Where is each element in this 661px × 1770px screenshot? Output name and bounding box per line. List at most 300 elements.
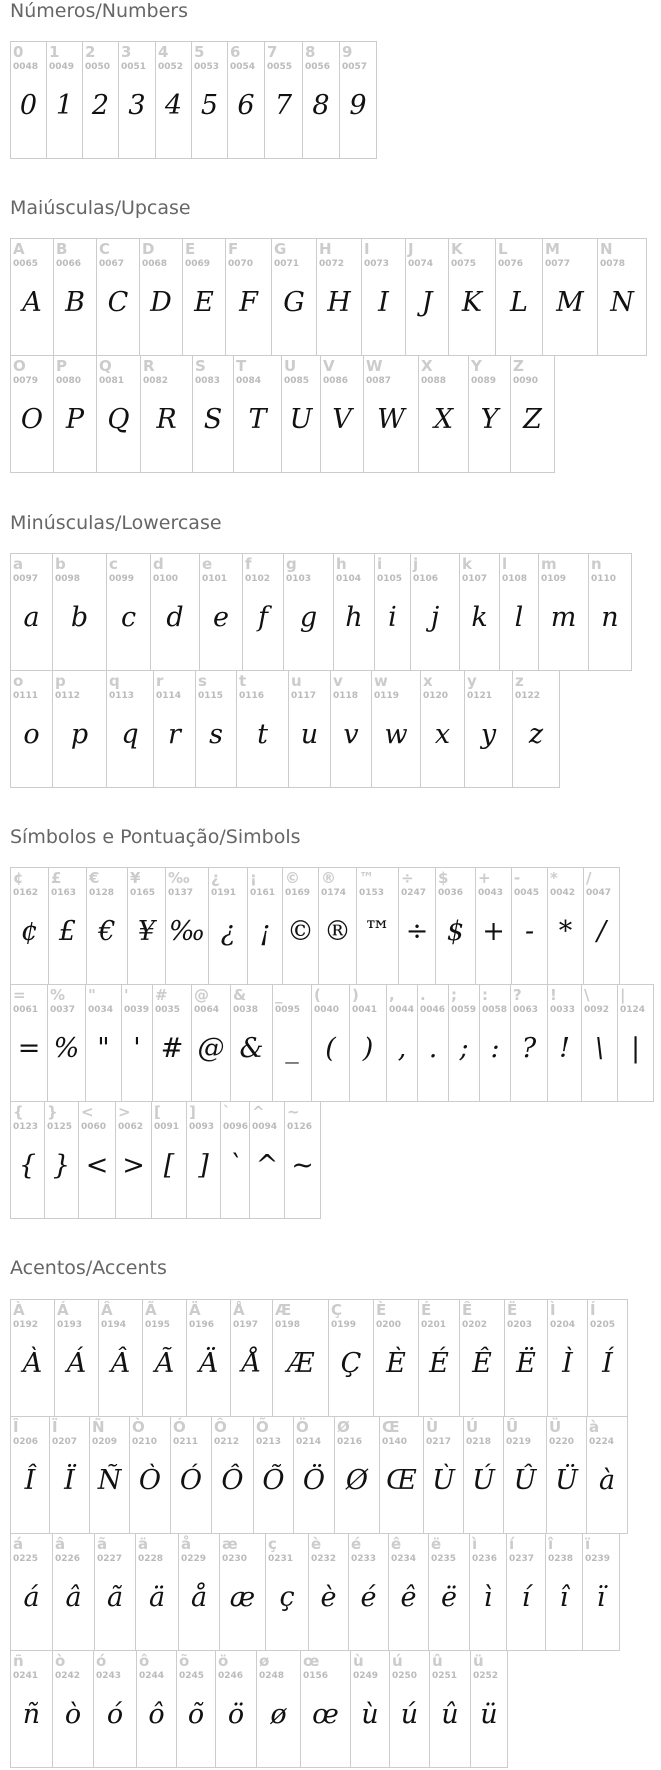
glyph-code: 0197	[233, 1320, 259, 1330]
glyph-cell	[302, 41, 340, 159]
glyph-code: 0229	[181, 1554, 207, 1564]
glyph-sample: $	[446, 916, 465, 947]
glyph-cell	[186, 1299, 231, 1417]
glyph-sample: -	[524, 916, 535, 947]
glyph-code: 0109	[541, 574, 567, 584]
glyph-sample: a	[23, 602, 40, 633]
glyph-code: 0061	[13, 1005, 39, 1015]
glyph-sample: W	[377, 404, 405, 435]
glyph-sample: Ñ	[97, 1465, 122, 1496]
glyph-code: 0235	[431, 1554, 457, 1564]
glyph-code: 0200	[376, 1320, 402, 1330]
glyph-code: 0051	[121, 62, 147, 72]
glyph-cell	[191, 41, 228, 159]
glyph-cell	[330, 670, 372, 788]
glyph-sample: Ì	[562, 1348, 573, 1379]
glyph-sample: Z	[523, 404, 542, 435]
glyph-char-label: .	[420, 986, 426, 1004]
glyph-cell	[459, 553, 500, 671]
glyph-cell	[468, 355, 511, 473]
glyph-char-label: B	[56, 240, 68, 258]
glyph-cell	[10, 553, 53, 671]
glyph-sample: Œ	[386, 1465, 417, 1496]
glyph-char-label: ™	[359, 869, 374, 887]
glyph-code: 0206	[13, 1437, 39, 1447]
glyph-code: 0165	[130, 888, 156, 898]
glyph-char-label: ó	[96, 1652, 107, 1670]
glyph-code: 0052	[158, 62, 184, 72]
glyph-char-label: ^	[252, 1103, 265, 1121]
glyph-code: 0218	[466, 1437, 492, 1447]
glyph-char-label: /	[586, 869, 592, 887]
glyph-sample: Q	[107, 404, 130, 435]
glyph-char-label: }	[47, 1103, 58, 1121]
glyph-char-label: s	[198, 672, 207, 690]
glyph-cell	[10, 1650, 53, 1768]
glyph-code: 0060	[81, 1122, 107, 1132]
glyph-cell	[94, 1533, 136, 1651]
glyph-code: 0067	[99, 259, 125, 269]
glyph-sample: õ	[187, 1699, 205, 1730]
glyph-sample: >	[122, 1150, 145, 1181]
glyph-char-label: î	[548, 1535, 554, 1553]
glyph-char-label: ;	[451, 986, 457, 1004]
glyph-sample: L	[510, 287, 528, 318]
glyph-cell	[78, 1101, 116, 1219]
glyph-char-label: u	[291, 672, 302, 690]
glyph-code: 0245	[179, 1671, 205, 1681]
glyph-char-label: `	[223, 1103, 231, 1121]
glyph-code: 0110	[591, 574, 617, 584]
glyph-cell	[150, 553, 200, 671]
glyph-char-label: €	[89, 869, 100, 887]
glyph-code: 0077	[545, 259, 571, 269]
glyph-char-label: ?	[513, 986, 522, 1004]
glyph-char-label: Ä	[189, 1301, 201, 1319]
glyph-char-label: x	[423, 672, 433, 690]
glyph-sample: x	[434, 719, 451, 750]
glyph-sample: y	[480, 719, 497, 750]
glyph-code: 0242	[55, 1671, 81, 1681]
glyph-char-label: e	[202, 555, 213, 573]
glyph-char-label: æ	[222, 1535, 238, 1553]
glyph-code: 0036	[438, 888, 464, 898]
glyph-code: 0117	[291, 691, 317, 701]
glyph-cell	[542, 238, 598, 356]
glyph-code: 0076	[498, 259, 524, 269]
glyph-code: 0128	[89, 888, 115, 898]
glyph-code: 0059	[451, 1005, 477, 1015]
glyph-sample: O	[20, 404, 44, 435]
glyph-code: 0251	[432, 1671, 458, 1681]
glyph-sample: I	[378, 287, 389, 318]
glyph-code: 0140	[382, 1437, 408, 1447]
glyph-cell	[153, 670, 196, 788]
glyph-code: 0043	[478, 888, 504, 898]
glyph-sample: 4	[164, 90, 183, 121]
glyph-char-label: f	[245, 555, 252, 573]
glyph-code: 0213	[256, 1437, 282, 1447]
glyph-code: 0105	[377, 574, 403, 584]
glyph-code: 0090	[513, 376, 539, 386]
glyph-code: 0053	[194, 62, 220, 72]
glyph-cell	[52, 1650, 94, 1768]
glyph-sample: X	[433, 404, 454, 435]
glyph-code: 0082	[143, 376, 169, 386]
glyph-sample: i	[388, 602, 397, 633]
glyph-code: 0225	[13, 1554, 39, 1564]
glyph-code: 0079	[13, 376, 39, 386]
glyph-code: 0249	[353, 1671, 379, 1681]
glyph-cell	[96, 355, 141, 473]
glyph-char-label: £	[51, 869, 62, 887]
glyph-sample: ;	[459, 1033, 469, 1064]
glyph-sample: k	[471, 602, 488, 633]
glyph-sample: é	[360, 1582, 377, 1613]
glyph-cell	[448, 984, 480, 1102]
glyph-code: 0111	[13, 691, 39, 701]
glyph-sample: œ	[312, 1699, 339, 1730]
glyph-code: 0072	[319, 259, 345, 269]
glyph-sample: #	[160, 1033, 184, 1064]
glyph-char-label: ô	[139, 1652, 150, 1670]
glyph-code: 0040	[314, 1005, 340, 1015]
glyph-char-label: ~	[287, 1103, 300, 1121]
glyph-cell	[547, 867, 584, 985]
glyph-code: 0232	[311, 1554, 337, 1564]
glyph-cell	[583, 867, 620, 985]
glyph-cell	[44, 1101, 79, 1219]
glyph-sample: ¡	[259, 916, 271, 947]
glyph-sample: ,	[397, 1033, 407, 1064]
glyph-char-label: i	[377, 555, 383, 573]
glyph-code: 0101	[202, 574, 228, 584]
glyph-char-label: W	[366, 357, 383, 375]
glyph-sample: P	[65, 404, 85, 435]
glyph-code: 0196	[189, 1320, 215, 1330]
section-title: Símbolos e Pontuação/Simbols	[10, 826, 301, 848]
glyph-char-label: ÷	[401, 869, 414, 887]
glyph-char-label: <	[81, 1103, 94, 1121]
glyph-sample: f	[258, 602, 268, 633]
glyph-cell	[511, 867, 548, 985]
glyph-char-label: œ	[303, 1652, 320, 1670]
glyph-sample: È	[386, 1348, 406, 1379]
glyph-code: 0094	[252, 1122, 278, 1132]
glyph-code: 0048	[13, 62, 39, 72]
glyph-sample: |	[630, 1033, 641, 1064]
glyph-sample: ï	[596, 1582, 606, 1613]
glyph-char-label: ã	[97, 1535, 108, 1553]
glyph-cell	[176, 1650, 216, 1768]
glyph-code: 0069	[185, 259, 211, 269]
glyph-char-label: ‰	[168, 869, 190, 887]
glyph-code: 0088	[421, 376, 447, 386]
glyph-cell	[10, 984, 48, 1102]
glyph-cell	[459, 1299, 505, 1417]
glyph-char-label: Ï	[52, 1418, 58, 1436]
glyph-code: 0234	[391, 1554, 417, 1564]
glyph-cell	[495, 238, 543, 356]
glyph-cell	[10, 238, 54, 356]
glyph-cell	[284, 1101, 321, 1219]
glyph-sample: ÷	[405, 916, 429, 947]
glyph-code: 0121	[467, 691, 493, 701]
glyph-char-label: Q	[99, 357, 112, 375]
glyph-code: 0125	[47, 1122, 73, 1132]
glyph-code: 0095	[275, 1005, 301, 1015]
section-title: Minúsculas/Lowercase	[10, 512, 222, 534]
glyph-char-label: v	[333, 672, 343, 690]
glyph-code: 0237	[509, 1554, 535, 1564]
glyph-char-label: ¥	[130, 869, 141, 887]
glyph-char-label: j	[413, 555, 419, 573]
glyph-sample: *	[558, 916, 573, 947]
glyph-char-label: à	[589, 1418, 600, 1436]
glyph-cell	[282, 867, 319, 985]
glyph-sample: æ	[229, 1582, 256, 1613]
glyph-sample: V	[332, 404, 352, 435]
glyph-sample: ©	[287, 916, 314, 947]
glyph-char-label: Ø	[337, 1418, 350, 1436]
glyph-sample: Ú	[472, 1465, 495, 1496]
glyph-cell	[475, 867, 512, 985]
glyph-char-label: C	[99, 240, 111, 258]
glyph-code: 0083	[195, 376, 221, 386]
glyph-char-label: ,	[389, 986, 395, 1004]
glyph-cell	[389, 1650, 430, 1768]
glyph-char-label: ü	[473, 1652, 484, 1670]
glyph-cell	[165, 867, 209, 985]
glyph-char-label: n	[591, 555, 602, 573]
glyph-code: 0209	[92, 1437, 118, 1447]
glyph-cell	[10, 355, 54, 473]
glyph-sample: ü	[480, 1699, 498, 1730]
glyph-char-label: c	[109, 555, 118, 573]
glyph-char-label: ï	[585, 1535, 591, 1553]
glyph-code: 0045	[514, 888, 540, 898]
glyph-code: 0039	[124, 1005, 150, 1015]
glyph-char-label: J	[408, 240, 414, 258]
glyph-cell	[220, 1101, 250, 1219]
glyph-char-label: "	[88, 986, 96, 1004]
glyph-char-label: 7	[267, 43, 278, 61]
glyph-cell	[85, 984, 122, 1102]
glyph-cell	[225, 238, 272, 356]
glyph-code: 0081	[99, 376, 125, 386]
glyph-cell	[170, 1416, 212, 1534]
glyph-sample: h	[345, 602, 363, 633]
glyph-cell	[247, 867, 283, 985]
glyph-code: 0037	[50, 1005, 76, 1015]
glyph-cell	[265, 1533, 309, 1651]
glyph-sample: d	[166, 602, 184, 633]
glyph-cell	[155, 41, 192, 159]
glyph-cell	[582, 1533, 620, 1651]
glyph-code: 0102	[245, 574, 271, 584]
glyph-char-label: Ó	[173, 1418, 186, 1436]
glyph-sample: A	[22, 287, 42, 318]
glyph-code: 0153	[359, 888, 385, 898]
glyph-code: 0064	[194, 1005, 220, 1015]
glyph-sample: H	[327, 287, 351, 318]
glyph-cell	[510, 355, 555, 473]
glyph-char-label: L	[498, 240, 508, 258]
glyph-sample: Å	[241, 1348, 262, 1379]
glyph-char-label: å	[181, 1535, 192, 1553]
glyph-sample: ö	[227, 1699, 245, 1730]
glyph-sample: Ø	[345, 1465, 369, 1496]
glyph-sample: á	[23, 1582, 40, 1613]
glyph-char-label: Y	[471, 357, 482, 375]
glyph-sample: 8	[312, 90, 330, 121]
glyph-cell	[49, 1416, 90, 1534]
glyph-char-label: 0	[13, 43, 24, 61]
glyph-char-label: D	[142, 240, 155, 258]
glyph-code: 0211	[173, 1437, 199, 1447]
glyph-char-label: Ü	[549, 1418, 562, 1436]
glyph-cell	[503, 1416, 547, 1534]
glyph-sample: î	[559, 1582, 569, 1613]
glyph-sample: Ê	[472, 1348, 492, 1379]
glyph-cell	[47, 984, 86, 1102]
glyph-sample: n	[601, 602, 619, 633]
section-title: Números/Numbers	[10, 0, 188, 22]
glyph-char-label: $	[438, 869, 449, 887]
glyph-sample: )	[362, 1033, 374, 1064]
glyph-sample: b	[70, 602, 89, 633]
glyph-cell	[211, 1416, 254, 1534]
glyph-char-label: %	[50, 986, 66, 1004]
glyph-sample: (	[325, 1033, 336, 1064]
glyph-sample: Ï	[64, 1465, 75, 1496]
glyph-cell	[418, 1299, 460, 1417]
glyph-code: 0219	[506, 1437, 532, 1447]
glyph-char-label: ë	[431, 1535, 442, 1553]
glyph-char-label: {	[13, 1103, 24, 1121]
glyph-cell	[448, 238, 496, 356]
glyph-code: 0192	[13, 1320, 39, 1330]
glyph-code: 0113	[109, 691, 135, 701]
glyph-sample: ó	[106, 1699, 124, 1730]
glyph-code: 0250	[392, 1671, 418, 1681]
glyph-cell	[463, 1416, 504, 1534]
glyph-code: 0233	[351, 1554, 377, 1564]
glyph-sample: z	[528, 719, 544, 750]
glyph-sample: B	[65, 287, 85, 318]
glyph-char-label: g	[286, 555, 297, 573]
glyph-sample: .	[428, 1033, 438, 1064]
glyph-sample: Î	[24, 1465, 36, 1496]
glyph-code: 0252	[473, 1671, 499, 1681]
glyph-code: 0212	[214, 1437, 240, 1447]
glyph-cell	[308, 1533, 349, 1651]
glyph-code: 0074	[408, 259, 434, 269]
glyph-char-label: T	[236, 357, 247, 375]
glyph-cell	[129, 1416, 171, 1534]
glyph-code: 0162	[13, 888, 39, 898]
glyph-char-label: Æ	[275, 1301, 292, 1319]
glyph-char-label: Ö	[296, 1418, 309, 1436]
glyph-code: 0089	[471, 376, 497, 386]
glyph-sample: F	[239, 287, 258, 318]
glyph-cell	[423, 1416, 464, 1534]
glyph-sample: &	[239, 1033, 264, 1064]
glyph-code: 0207	[52, 1437, 78, 1447]
glyph-cell	[546, 1416, 587, 1534]
glyph-char-label: d	[153, 555, 164, 573]
glyph-sample: E	[194, 287, 214, 318]
glyph-sample: 1	[55, 90, 74, 121]
glyph-code: 0201	[421, 1320, 447, 1330]
glyph-sample: l	[514, 602, 524, 633]
glyph-code: 0054	[230, 62, 256, 72]
glyph-code: 0100	[153, 574, 179, 584]
glyph-sample: c	[120, 602, 137, 633]
glyph-cell	[195, 670, 237, 788]
glyph-code: 0108	[502, 574, 528, 584]
glyph-cell	[152, 984, 192, 1102]
glyph-cell	[512, 670, 560, 788]
glyph-cell	[227, 41, 265, 159]
glyph-code: 0169	[285, 888, 311, 898]
glyph-char-label: -	[514, 869, 521, 887]
glyph-cell	[10, 1533, 53, 1651]
glyph-sample: ¥	[137, 916, 156, 947]
glyph-cell	[219, 1533, 266, 1651]
glyph-cell	[142, 1299, 187, 1417]
glyph-sample: 3	[128, 90, 146, 121]
glyph-char-label: 2	[85, 43, 96, 61]
glyph-cell	[86, 867, 128, 985]
glyph-cell	[272, 1299, 329, 1417]
glyph-char-label: è	[311, 1535, 322, 1553]
glyph-char-label: 3	[121, 43, 132, 61]
glyph-cell	[53, 355, 97, 473]
glyph-cell	[339, 41, 377, 159]
glyph-code: 0093	[189, 1122, 215, 1132]
glyph-sample: r	[168, 719, 181, 750]
glyph-code: 0116	[239, 691, 265, 701]
glyph-sample: ì	[483, 1582, 493, 1613]
glyph-sample: Ò	[138, 1465, 162, 1496]
glyph-char-label: Î	[13, 1418, 19, 1436]
glyph-char-label: í	[509, 1535, 515, 1553]
glyph-sample: =	[17, 1033, 41, 1064]
glyph-sample: Ô	[221, 1465, 244, 1496]
glyph-cell	[410, 553, 460, 671]
glyph-cell	[230, 984, 273, 1102]
glyph-char-label: )	[352, 986, 359, 1004]
glyph-char-label: &	[233, 986, 247, 1004]
glyph-cell	[139, 238, 183, 356]
glyph-char-label: [	[154, 1103, 161, 1121]
glyph-char-label: Ò	[132, 1418, 145, 1436]
glyph-cell	[545, 1533, 583, 1651]
glyph-code: 0220	[549, 1437, 575, 1447]
glyph-code: 0124	[620, 1005, 646, 1015]
glyph-code: 0097	[13, 574, 39, 584]
glyph-code: 0071	[274, 259, 300, 269]
glyph-sample: p	[70, 719, 89, 750]
glyph-char-label: ç	[268, 1535, 277, 1553]
glyph-sample: `	[228, 1150, 242, 1181]
glyph-cell	[46, 41, 83, 159]
glyph-char-label: H	[319, 240, 332, 258]
glyph-char-label: 1	[49, 43, 60, 61]
glyph-char-label: >	[118, 1103, 131, 1121]
glyph-code: 0137	[168, 888, 194, 898]
